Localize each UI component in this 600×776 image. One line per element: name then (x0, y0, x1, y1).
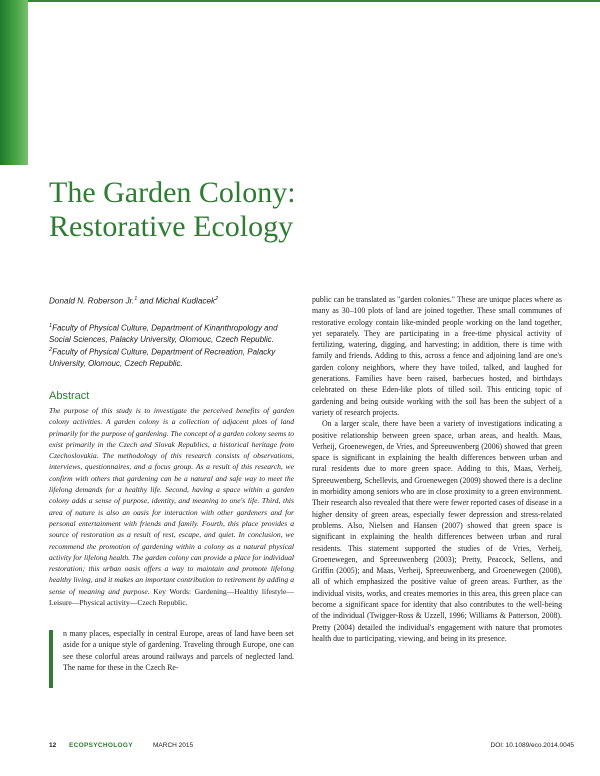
affiliation-1 (49, 321, 289, 345)
author-2: Michal Kudlacek (155, 296, 216, 306)
affiliation-2 (49, 345, 289, 369)
affiliation-2-text: Faculty of Physical Culture, Department of Recreation, Palacky University, Olomouc, Czech Republic. (49, 347, 276, 368)
dropcap-bar (49, 630, 53, 688)
affiliation-1-text: Faculty of Physical Culture, Department of Kinanthropology and Social Sciences, Palacky University, Olomouc, Czech Republic. (49, 323, 278, 344)
page-number: 12 (49, 742, 57, 749)
intro-text: n many places, especially in central Europe, areas of land have been set aside for a unique style of gardening. Traveling through Europe, one can see these colorful areas around railways and parcels of neglected land. The name for these in the Czech Re- (63, 629, 294, 672)
keywords: Key Words: Gardening—Healthy lifestyle—Leisure—Physical activity—Czech Republic. (49, 586, 294, 608)
title-line-2: Restorative Ecology (49, 210, 294, 243)
abstract-heading: Abstract (49, 390, 90, 402)
issue-date: MARCH 2015 (153, 742, 194, 749)
col2-paragraph-2: On a larger scale, there have been a variety of investigations indicating a positive relationship between green space, urban areas, and health. Maas, Verheij, Groenewegen, de Vries, and Spreeuwenberg (2006) showed that green space is significant in explaining the health differences between urban and rural residents due to more green space. Adding to this, Maas, Verheij, Spreeuwenberg, Schellevis, and Groenewegen (2009) showed there is a decline in morbidity among seniors who are in close proximity to a green environment. Their research also revealed that there were fewer reported cases of disease in a higher density of green areas, especially fewer depression and stress-related problems. Also, Nielsen and Hansen (2007) showed that green space is significant in explaining the health differences between urban and rural residents. This statement supported the studies of de Vries, Verheij, Groenewegen, and Spreeuwenberg (2003); Pretty, Peacock, Sellens, and Griffin (2005); and Maas, Verheij, Spreeuwenberg, and Groenewegen (2008), all of which emphasized the positive value of green areas. Further, as the individual visits, works, and creates memories in this area, this green place can become a significant space for identity that also contributes to the well-being of the individual (Twigger-Ross & Uzzell, 1996; Williams & Patterson, 2008). Pretty (2004) detailed the individual's engagement with nature that promotes health due to participating, viewing, and being in its presence. (312, 419, 562, 643)
abstract-text: The purpose of this study is to investigate the perceived benefits of garden colony activities. A garden colony is a collection of adjacent plots of land primarily for the purpose of gardening. The concept of a garden colony seems to exist primarily in the Czech and Slovak Republics, a historical heritage from Czechoslovakia. The methodology of this research consists of observations, interviews, questionnaires, and a focus group. As a result of this research, we confirm with others that gardening can be a natural and safe way to meet the lifelong demands for a healthy life. Second, having a space within a garden colony adds a sense of purpose, identity, and meaning to one's life. Third, this area of nature is also an oasis for interaction with other gardeners and for personal entertainment with friends and family. Fourth, this place provides a source of restoration as a result of rest, escape, and quiet. In conclusion, we recommend the promotion of gardening within a colony as a natural physical activity for lifelong health. The garden colony can provide a place for individual restoration; this urban oasis offers a way to maintain and promote lifelong healthy living, and it makes an important contribution to retirement by adding a sense of meaning and purpose. (49, 406, 294, 596)
author-conjunction: and (137, 296, 156, 306)
col2-paragraph-1: public can be translated as "garden colonies." These are unique places where as many as 30–100 plots of land are joined together. These small communes of restorative ecology contain like-minded people working on the land together, yet separately. They are participating in a free-time physical activity of fertilizing, watering, digging, and harvesting; in addition, there is time with family and friends. Adding to this, across a fence and adjoining land are one's garden colony neighbors, where they have toiled, talked, and laughed for generations. Families have been raised, barbecues hosted, and birthdays celebrated on these Eden-like plots of tilled soil. This enticing topic of gardening and being outside working with the soil has been the subject of a variety of research projects. (312, 295, 562, 417)
affiliation-2-sup: 2 (49, 347, 53, 353)
journal-name: ECOPSYCHOLOGY (69, 742, 133, 749)
affiliation-1-sup: 1 (49, 323, 53, 329)
header-accent-bar (0, 0, 28, 165)
header-rule (0, 0, 600, 2)
author-1-sup: 1 (134, 296, 138, 302)
author-2-sup: 2 (215, 296, 219, 302)
right-column (312, 294, 562, 644)
abstract-body (49, 405, 294, 608)
author-1: Donald N. Roberson Jr. (49, 296, 135, 306)
author-list (49, 296, 289, 306)
article-title (49, 176, 569, 244)
doi: DOI: 10.1089/eco.2014.0045 (490, 742, 574, 749)
title-line-1: The Garden Colony: (49, 176, 296, 209)
intro-paragraph (49, 628, 294, 688)
page-footer (49, 742, 574, 754)
